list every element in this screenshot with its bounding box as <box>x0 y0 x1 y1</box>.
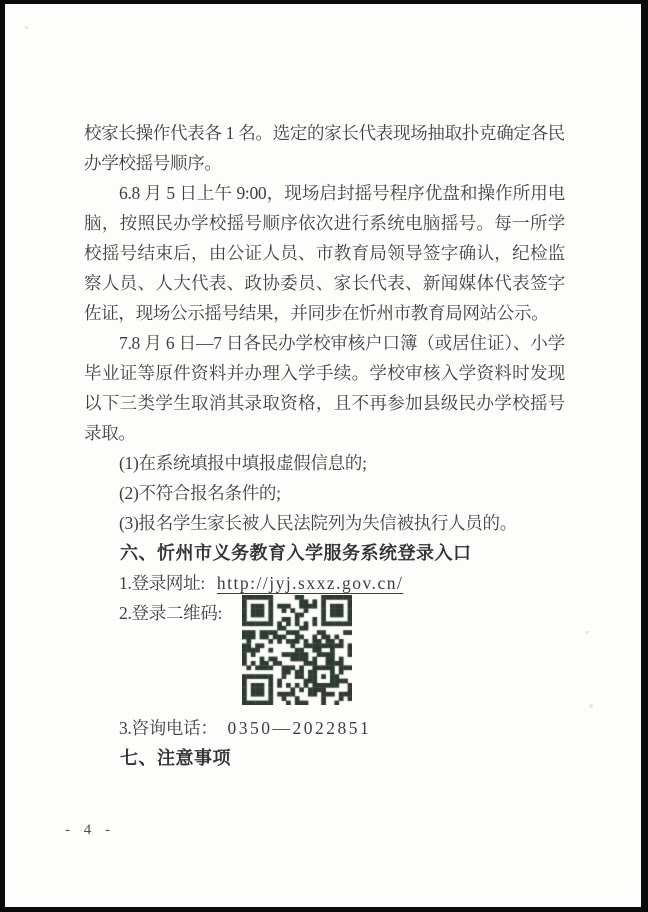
document-page <box>5 4 641 907</box>
scan-speck <box>585 631 589 634</box>
scan-speck <box>560 215 565 218</box>
document-content <box>5 4 641 773</box>
qr-label: 2.登录二维码: <box>119 603 223 623</box>
page-number: - 4 - <box>65 822 115 838</box>
login-url-label: 1.登录网址: <box>119 573 205 593</box>
qr-code <box>242 595 352 705</box>
login-url-link[interactable]: http://jyj.sxxz.gov.cn/ <box>216 573 404 593</box>
section-6-heading: 六、忻州市义务教育入学服务系统登录入口 <box>120 543 472 563</box>
phone-label: 3.咨询电话： <box>119 718 218 738</box>
phone-line <box>84 713 565 743</box>
qr-row <box>84 598 565 705</box>
list-item-1: (1)在系统填报中填报虚假信息的; <box>119 453 367 473</box>
paragraph-step-7: 7.8 月 6 日—7 日各民办学校审核户口簿（或居住证）、小学毕业证等原件资料并办理入学手续。学校审核入学资料时发现以下三类学生取消其录取资格，且不再参加县级民办学校摇号录取。 <box>84 333 565 443</box>
paragraph-lottery-order: 校家长操作代表各 1 名。选定的家长代表现场抽取扑克确定各民办学校摇号顺序。 <box>84 123 565 173</box>
phone-number: 0350—2022851 <box>227 718 372 738</box>
paragraph-step-6: 6.8 月 5 日上午 9:00，现场启封摇号程序优盘和操作所用电脑，按照民办学校摇号顺序依次进行系统电脑摇号。每一所学校摇号结束后，由公证人员、市教育局领导签字确认，纪检监察人员、人大代表、政协委员、家长代表、新闻媒体代表签字佐证，现场公示摇号结果，并同步在忻州市教育局网站公示。 <box>84 183 565 323</box>
scan-speck <box>25 26 28 29</box>
list-item-3: (3)报名学生家长被人民法院列为失信被执行人员的。 <box>119 513 517 533</box>
section-7-heading: 七、注意事项 <box>120 748 231 768</box>
login-url-line <box>84 568 565 598</box>
list-item-2: (2)不符合报名条件的; <box>119 483 281 503</box>
scan-speck <box>589 704 593 708</box>
